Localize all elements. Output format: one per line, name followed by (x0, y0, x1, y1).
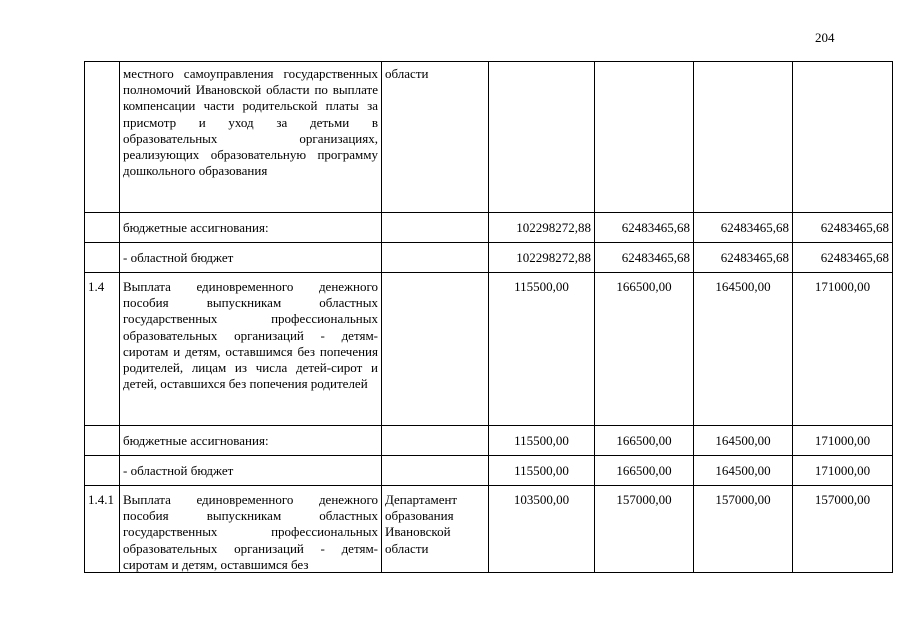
row-executor-cell (382, 426, 489, 456)
budget-table (84, 61, 893, 573)
row-value-cell: 166500,00 (595, 426, 694, 456)
row-value-cell: 115500,00 (489, 456, 595, 486)
row-value-cell: 157000,00 (694, 486, 793, 573)
row-value-cell: 171000,00 (793, 456, 893, 486)
row-value-cell: 171000,00 (793, 273, 893, 426)
row-value-cell (595, 62, 694, 213)
row-executor-cell: Департамент образования Ивановской области (382, 486, 489, 573)
row-description-cell: бюджетные ассигнования: (120, 213, 382, 243)
row-value-cell: 115500,00 (489, 426, 595, 456)
row-index-cell (85, 213, 120, 243)
row-description-text: Выплата единовременного денежного пособия выпускникам областных государственных профессиональных образовательных организаций - детям-сиротам и детям, оставшимся без (123, 492, 378, 572)
row-description-cell: - областной бюджет (120, 243, 382, 273)
table-row (85, 243, 893, 273)
row-description-cell (120, 486, 382, 573)
row-executor-cell (382, 273, 489, 426)
table-row (85, 273, 893, 426)
row-value-cell: 62483465,68 (694, 213, 793, 243)
row-value-cell: 115500,00 (489, 273, 595, 426)
row-description-cell: бюджетные ассигнования: (120, 426, 382, 456)
row-value-cell: 62483465,68 (595, 213, 694, 243)
row-value-cell: 62483465,68 (793, 213, 893, 243)
table-row (85, 486, 893, 573)
row-value-cell (489, 62, 595, 213)
row-value-cell: 164500,00 (694, 426, 793, 456)
row-value-cell: 62483465,68 (595, 243, 694, 273)
row-value-cell: 157000,00 (793, 486, 893, 573)
row-description-cell: - областной бюджет (120, 456, 382, 486)
row-index-cell (85, 456, 120, 486)
row-value-cell: 62483465,68 (793, 243, 893, 273)
row-value-cell: 102298272,88 (489, 243, 595, 273)
row-value-cell: 103500,00 (489, 486, 595, 573)
row-index-cell (85, 62, 120, 213)
table-row (85, 456, 893, 486)
table-row (85, 62, 893, 213)
row-index-cell: 1.4.1 (85, 486, 120, 573)
row-index-cell (85, 243, 120, 273)
row-value-cell: 157000,00 (595, 486, 694, 573)
row-value-cell: 62483465,68 (694, 243, 793, 273)
row-index-cell: 1.4 (85, 273, 120, 426)
row-value-cell: 164500,00 (694, 456, 793, 486)
row-value-cell: 164500,00 (694, 273, 793, 426)
row-index-cell (85, 426, 120, 456)
row-value-cell (793, 62, 893, 213)
table-row (85, 213, 893, 243)
row-description-cell: Выплата единовременного денежного пособия выпускникам областных государственных профессиональных образовательных организаций - детям-сиротам и детям, оставшимся без попечения родителей, лицам из числа детей-сирот и детей, оставшихся без попечения родителей (120, 273, 382, 426)
row-value-cell (694, 62, 793, 213)
row-description-cell: местного самоуправления государственных полномочий Ивановской области по выплате компенсации части родительской платы за присмотр и уход за детьми в образовательных организациях, реализующих образовательную программу дошкольного образования (120, 62, 382, 213)
row-value-cell: 166500,00 (595, 456, 694, 486)
row-executor-cell: области (382, 62, 489, 213)
row-value-cell: 171000,00 (793, 426, 893, 456)
page-number: 204 (815, 30, 835, 45)
row-value-cell: 166500,00 (595, 273, 694, 426)
row-value-cell: 102298272,88 (489, 213, 595, 243)
row-executor-cell (382, 213, 489, 243)
row-executor-cell (382, 243, 489, 273)
row-executor-cell (382, 456, 489, 486)
table-row (85, 426, 893, 456)
